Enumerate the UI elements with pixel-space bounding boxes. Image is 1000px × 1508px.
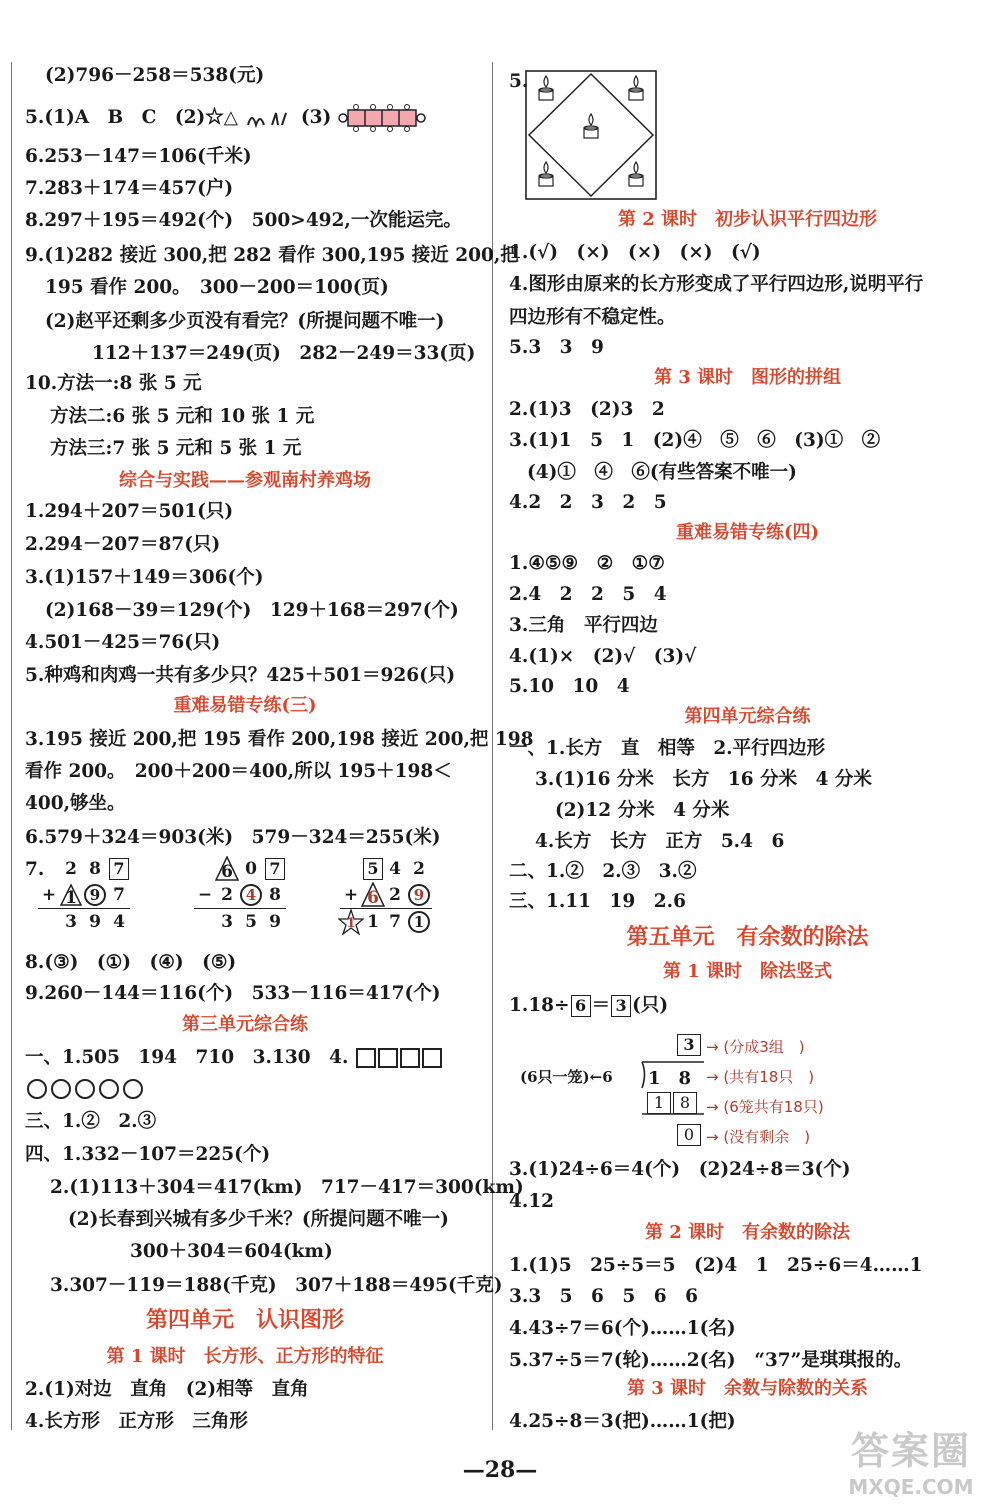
calc-digit-circled: 1 <box>406 909 432 936</box>
square-shape <box>356 1048 376 1068</box>
answer-line: 4.2 2 3 2 5 <box>509 492 667 513</box>
answer-line: 1.(√) (×) (×) (×) (√) <box>509 242 761 263</box>
calc-digit: 2 <box>413 859 425 879</box>
answer-line <box>25 209 462 233</box>
calc-digit: 9 <box>89 912 101 932</box>
answer-line: 5.10 10 4 <box>509 676 630 697</box>
calc-operator: + <box>343 885 359 905</box>
answer-line: 4.25÷8＝3(把)……1(把) <box>509 1411 736 1432</box>
calc-digit: 3 <box>221 912 233 932</box>
answer-line: 1.(1)5 25÷5＝5 (2)4 1 25÷6＝4……1 <box>509 1255 923 1276</box>
lesson-heading: 第 3 课时 余数与除数的关系 <box>626 1378 869 1399</box>
calc-digit: 5 <box>245 912 257 932</box>
answer-line: 7. <box>25 859 45 880</box>
answer-line: 4.501－425＝76(只) <box>25 632 221 653</box>
product-boxes: 1 8 <box>646 1092 698 1114</box>
answer-line: 2.294－207＝87(只) <box>25 534 221 555</box>
calc-digit-triangle: 6 <box>216 856 238 882</box>
answer-line: 10.方法一:8 张 5 元 <box>25 373 202 394</box>
answer-line: 6.579＋324＝903(米) 579－324＝255(米) <box>25 827 441 848</box>
calc-digit: 7 <box>113 885 125 905</box>
shape-sequence-icon <box>244 107 294 129</box>
section-heading: 重难易错专练(三) <box>173 695 317 716</box>
answer-line: 112＋137＝249(页) 282－249＝33(页) <box>92 343 476 364</box>
calc-digit: 2 <box>221 885 233 905</box>
answer-line: 三、1.11 19 2.6 <box>509 891 686 912</box>
calc-digit: 2 <box>65 859 77 879</box>
calc-digit <box>38 856 60 882</box>
answer-line: (2)796－258＝538(元) <box>45 65 265 86</box>
answer-line: 看作 200。 200＋200＝400,所以 195＋198＜ <box>25 761 452 782</box>
circle-shape <box>51 1079 71 1099</box>
answer-line: 4.长方形 正方形 三角形 <box>25 1411 248 1432</box>
answer-line: 1.④⑤⑨ ② ①⑦ <box>509 553 665 574</box>
section-heading: 综合与实践——参观南村养鸡场 <box>119 470 371 491</box>
long-division-diagram <box>520 1030 900 1160</box>
answer-line: 方法二:6 张 5 元和 10 张 1 元 <box>50 406 315 427</box>
answer-line: 方法三:7 张 5 元和 5 张 1 元 <box>50 438 302 459</box>
lesson-heading: 第 1 课时 除法竖式 <box>662 961 833 982</box>
answer-line: 3.(1)157＋149＝306(个) <box>25 567 264 588</box>
answer-text: 492,一次能运完。 <box>305 210 462 231</box>
answer-line: 二、1.② 2.③ 3.② <box>509 861 697 882</box>
candle-icon <box>539 76 643 186</box>
answer-line: 1.294＋207＝501(只) <box>25 501 234 522</box>
vertical-calc-c <box>340 856 432 935</box>
answer-line: (2)12 分米 4 分米 <box>555 800 730 821</box>
answer-text: (3) <box>300 107 332 128</box>
unit-heading: 第五单元 有余数的除法 <box>626 924 869 950</box>
calc-digit: 3 <box>65 912 77 932</box>
section-heading: 第四单元综合练 <box>684 706 811 727</box>
answer-line: 9.260－144＝116(个) 533－116＝417(个) <box>25 983 441 1004</box>
calc-digit-boxed: 7 <box>264 856 286 882</box>
table-chairs-figure <box>338 104 426 132</box>
answer-line: (2)长春到兴城有多少千米？(所提问题不唯一) <box>68 1209 449 1230</box>
answer-box: 6 <box>571 995 591 1017</box>
calc-digit-boxed: 7 <box>108 856 130 882</box>
vertical-calc-b <box>194 856 286 935</box>
lesson-heading: 第 1 课时 长方形、正方形的特征 <box>106 1346 384 1367</box>
answer-line <box>25 104 426 132</box>
answer-line: 5.3 3 9 <box>509 337 604 358</box>
calc-digit: 8 <box>89 859 101 879</box>
square-shape <box>400 1048 420 1068</box>
answer-line: 3.3 5 6 5 6 6 <box>509 1286 699 1307</box>
lesson-heading: 第 2 课时 初步认识平行四边形 <box>617 209 878 230</box>
answer-line: 9.(1)282 接近 300,把 282 看作 300,195 接近 200,把 <box>25 245 519 266</box>
remainder-note: → (没有剩余 ) <box>706 1128 811 1146</box>
answer-text: ＝ <box>591 995 611 1016</box>
greater-than-sign: > <box>290 210 306 231</box>
answer-line: 5.种鸡和肉鸡一共有多少只？425＋501＝926(只) <box>25 665 456 686</box>
lesson-heading: 第 3 课时 图形的拼组 <box>653 367 842 388</box>
answer-line: 3.(1)1 5 1 (2)④ ⑤ ⑥ (3)① ② <box>509 430 881 451</box>
answer-line: 3.(1)16 分米 长方 16 分米 4 分米 <box>535 769 872 790</box>
answer-line: 3.195 接近 200,把 195 看作 200,198 接近 200,把 198 <box>25 729 534 750</box>
square-shape <box>422 1048 442 1068</box>
calc-digit: 2 <box>389 885 401 905</box>
calc-digit-star: 1 <box>340 909 362 936</box>
calc-operator: + <box>41 885 57 905</box>
circle-shape <box>75 1079 95 1099</box>
answer-line: 4.图形由原来的长方形变成了平行四边形,说明平行 <box>509 274 924 295</box>
calc-digit: 0 <box>245 859 257 879</box>
answer-line: 4.(1)× (2)√ (3)√ <box>509 646 697 667</box>
answer-line: 2.(1)113＋304＝417(km) 717－417＝300(km) <box>50 1177 524 1198</box>
answer-line: 2.(1)3 (2)3 2 <box>509 399 665 420</box>
calc-digit: 9 <box>269 912 281 932</box>
answer-text: (只) <box>632 995 669 1016</box>
answer-line: 3.三角 平行四边 <box>509 615 658 636</box>
section-heading: 重难易错专练(四) <box>675 522 820 543</box>
calc-digit-boxed: 5 <box>362 856 384 882</box>
divisor-note: (6只一笼)←6 <box>520 1068 613 1086</box>
answer-text: 5.(1)A B C (2)☆△ <box>25 107 239 128</box>
watermark-url: MXQE.COM <box>848 1475 974 1499</box>
answer-line: 2.(1)对边 直角 (2)相等 直角 <box>25 1379 309 1400</box>
answer-box: 3 <box>611 995 631 1017</box>
answer-line: 4.12 <box>509 1191 555 1212</box>
answer-line: 400,够坐。 <box>25 793 126 814</box>
calc-digit-triangle: 6 <box>362 882 384 909</box>
calc-digit: 8 <box>269 885 281 905</box>
answer-line: 四边形有不稳定性。 <box>509 307 676 328</box>
dividend-note: → (共有18只 ) <box>706 1068 815 1086</box>
answer-line: 4.长方 长方 正方 5.4 6 <box>535 831 785 852</box>
calc-digit: 7 <box>389 912 401 932</box>
calc-digit-circled: 9 <box>82 882 108 909</box>
circle-shape <box>99 1079 119 1099</box>
answer-line: 一、1.长方 直 相等 2.平行四边形 <box>509 738 826 759</box>
answer-line <box>25 1046 443 1070</box>
circle-shape <box>27 1079 47 1099</box>
remainder-box: 0 <box>676 1124 702 1146</box>
answer-line: 三、1.② 2.③ <box>25 1111 157 1132</box>
section-heading: 第三单元综合练 <box>182 1014 308 1035</box>
left-margin-line <box>11 62 12 1430</box>
answer-line: 5.37÷5＝7(轮)……2(名) “37”是琪琪报的。 <box>509 1350 913 1371</box>
calc-digit-circled: 9 <box>406 882 432 909</box>
page-number: —28— <box>462 1457 538 1483</box>
answer-line: 2.4 2 2 5 4 <box>509 584 667 605</box>
answer-line: 8.(③) (①) (④) (⑤) <box>25 952 237 973</box>
square-shape <box>378 1048 398 1068</box>
answer-line: 3.307－119＝188(千克) 307＋188＝495(千克) <box>50 1275 503 1296</box>
answer-line: 4.43÷7＝6(个)……1(名) <box>509 1318 736 1339</box>
candle-diamond-figure <box>525 70 657 200</box>
watermark-text: 答案圈 <box>850 1429 971 1473</box>
answer-line: 6.253－147＝106(千米) <box>25 146 252 167</box>
answer-line: 5. <box>509 71 529 92</box>
product-note: → (6笼共有18只) <box>706 1098 824 1116</box>
dividend: 1 8 <box>648 1068 692 1089</box>
calc-operator: − <box>197 885 213 905</box>
calc-digit: 1 <box>367 912 379 932</box>
unit-heading: 第四单元 认识图形 <box>145 1307 344 1333</box>
answer-line: 3.(1)24÷6＝4(个) (2)24÷8＝3(个) <box>509 1159 851 1180</box>
answer-line: 300＋304＝604(km) <box>130 1241 333 1262</box>
answer-line: 四、1.332－107＝225(个) <box>25 1144 271 1165</box>
lesson-heading: 第 2 课时 有余数的除法 <box>644 1222 851 1243</box>
calc-digit-triangle: 1 <box>60 882 82 909</box>
quotient-note: → (分成3组 ) <box>706 1038 805 1056</box>
answer-line: (4)① ④ ⑥(有些答案不唯一) <box>527 462 797 483</box>
calc-digit: 4 <box>389 859 401 879</box>
answer-line: 195 看作 200。 300－200＝100(页) <box>45 277 389 298</box>
vertical-calc-a <box>38 856 130 935</box>
calc-digit-circled: 4 <box>238 882 264 909</box>
calc-digit: 4 <box>113 912 125 932</box>
answer-line <box>509 994 668 1018</box>
circle-shape <box>123 1079 143 1099</box>
watermark-logo <box>836 1420 986 1502</box>
answer-text: 8.297＋195＝492(个) 500 <box>25 210 291 231</box>
answer-line: 7.283＋174＝457(户) <box>25 178 234 199</box>
quotient-box: 3 <box>676 1034 702 1056</box>
answer-line: (2)168－39＝129(个) 129＋168＝297(个) <box>45 600 459 621</box>
answer-text: 1.18÷ <box>509 995 570 1016</box>
answer-line <box>25 1077 145 1101</box>
answer-line: (2)赵平还剩多少页没有看完？(所提问题不唯一) <box>45 311 445 332</box>
answer-text: 一、1.505 194 710 3.130 4. <box>25 1047 349 1068</box>
